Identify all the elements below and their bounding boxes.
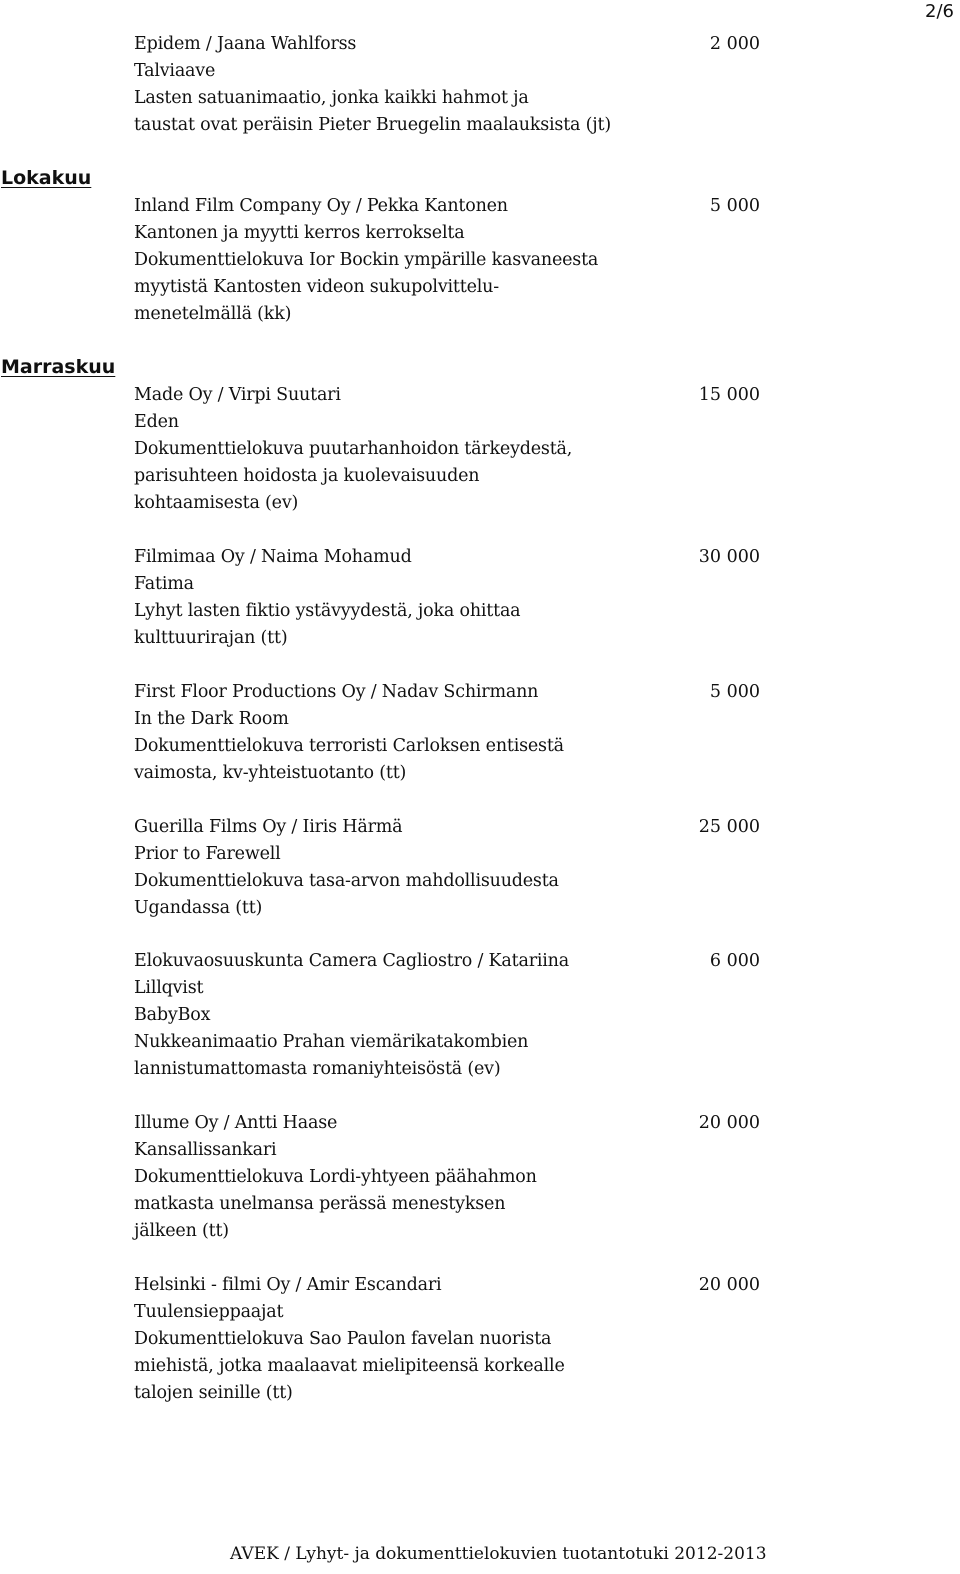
- grant-entry: [134, 814, 760, 922]
- entry-applicant: Lillqvist: [134, 978, 204, 998]
- entry-title: BabyBox: [134, 1005, 211, 1025]
- entry-applicant: Elokuvaosuuskunta Camera Cagliostro / Katariina: [134, 951, 569, 971]
- entry-description: lannistumattomasta romaniyhteisöstä (ev): [134, 1059, 501, 1079]
- entry-title: Talviaave: [134, 61, 216, 81]
- entry-description: parisuhteen hoidosta ja kuolevaisuuden: [134, 466, 480, 486]
- entry-amount: 20 000: [698, 1275, 760, 1295]
- entry-description: Dokumenttielokuva Ior Bockin ympärille kasvaneesta: [134, 250, 599, 270]
- entry-description: Dokumenttielokuva Lordi-yhtyeen päähahmon: [134, 1167, 537, 1187]
- entry-description: vaimosta, kv-yhteistuotanto (tt): [134, 763, 407, 783]
- entry-title: Kansallissankari: [134, 1140, 277, 1160]
- grant-entry: [134, 31, 760, 139]
- entry-title: Kantonen ja myytti kerros kerrokselta: [134, 223, 465, 243]
- entry-description: taustat ovat peräisin Pieter Bruegelin maalauksista (jt): [134, 115, 611, 135]
- entry-amount: 15 000: [698, 385, 760, 405]
- entry-applicant: Guerilla Films Oy / Iiris Härmä: [134, 817, 403, 837]
- entry-applicant: Epidem / Jaana Wahlforss: [134, 34, 357, 54]
- entry-title: Eden: [134, 412, 179, 432]
- entry-applicant: First Floor Productions Oy / Nadav Schirmann: [134, 682, 539, 702]
- entry-description: Lyhyt lasten fiktio ystävyydestä, joka ohittaa: [134, 601, 521, 621]
- entry-description: Dokumenttielokuva Sao Paulon favelan nuorista: [134, 1329, 552, 1349]
- entry-amount: 30 000: [698, 547, 760, 567]
- page-number: 2/6: [925, 1, 954, 22]
- month-heading-marraskuu: Marraskuu: [1, 356, 116, 378]
- entry-applicant: Helsinki - filmi Oy / Amir Escandari: [134, 1275, 442, 1295]
- entry-description: Ugandassa (tt): [134, 898, 263, 918]
- grant-entry: [134, 193, 760, 328]
- entry-description: Dokumenttielokuva tasa-arvon mahdollisuudesta: [134, 871, 559, 891]
- page-footer: AVEK / Lyhyt- ja dokumenttielokuvien tuotantotuki 2012-2013: [230, 1544, 767, 1564]
- entry-title: Tuulensieppaajat: [134, 1302, 284, 1322]
- month-heading-lokakuu: Lokakuu: [1, 167, 92, 189]
- entry-description: menetelmällä (kk): [134, 304, 292, 324]
- entry-description: Lasten satuanimaatio, jonka kaikki hahmot ja: [134, 88, 529, 108]
- entry-description: myytistä Kantosten videon sukupolvittelu-: [134, 277, 499, 297]
- entry-description: kohtaamisesta (ev): [134, 493, 299, 513]
- grant-entry: [134, 382, 760, 517]
- entry-applicant: Inland Film Company Oy / Pekka Kantonen: [134, 196, 508, 216]
- entry-description: Dokumenttielokuva terroristi Carloksen entisestä: [134, 736, 564, 756]
- entry-description: jälkeen (tt): [134, 1221, 229, 1241]
- entry-description: Dokumenttielokuva puutarhanhoidon tärkeydestä,: [134, 439, 573, 459]
- entry-amount: 2 000: [709, 34, 760, 54]
- entry-amount: 6 000: [709, 951, 760, 971]
- entry-applicant: Made Oy / Virpi Suutari: [134, 385, 341, 405]
- grant-entry: [134, 1272, 760, 1407]
- entry-title: Prior to Farewell: [134, 844, 281, 864]
- entry-amount: 20 000: [698, 1113, 760, 1133]
- entry-description: kulttuurirajan (tt): [134, 628, 288, 648]
- grant-entry: [134, 544, 760, 652]
- entry-applicant: Illume Oy / Antti Haase: [134, 1113, 338, 1133]
- grant-entry: [134, 948, 760, 1083]
- entry-description: matkasta unelmansa perässä menestyksen: [134, 1194, 506, 1214]
- grant-entry: [134, 679, 760, 787]
- entry-title: In the Dark Room: [134, 709, 289, 729]
- entry-amount: 5 000: [709, 682, 760, 702]
- entry-amount: 25 000: [698, 817, 760, 837]
- entry-title: Fatima: [134, 574, 194, 594]
- entry-description: Nukkeanimaatio Prahan viemärikatakombien: [134, 1032, 529, 1052]
- entry-description: miehistä, jotka maalaavat mielipiteensä korkealle: [134, 1356, 565, 1376]
- grant-entry: [134, 1110, 760, 1245]
- entry-applicant: Filmimaa Oy / Naima Mohamud: [134, 547, 412, 567]
- entry-description: talojen seinille (tt): [134, 1383, 293, 1403]
- entry-amount: 5 000: [709, 196, 760, 216]
